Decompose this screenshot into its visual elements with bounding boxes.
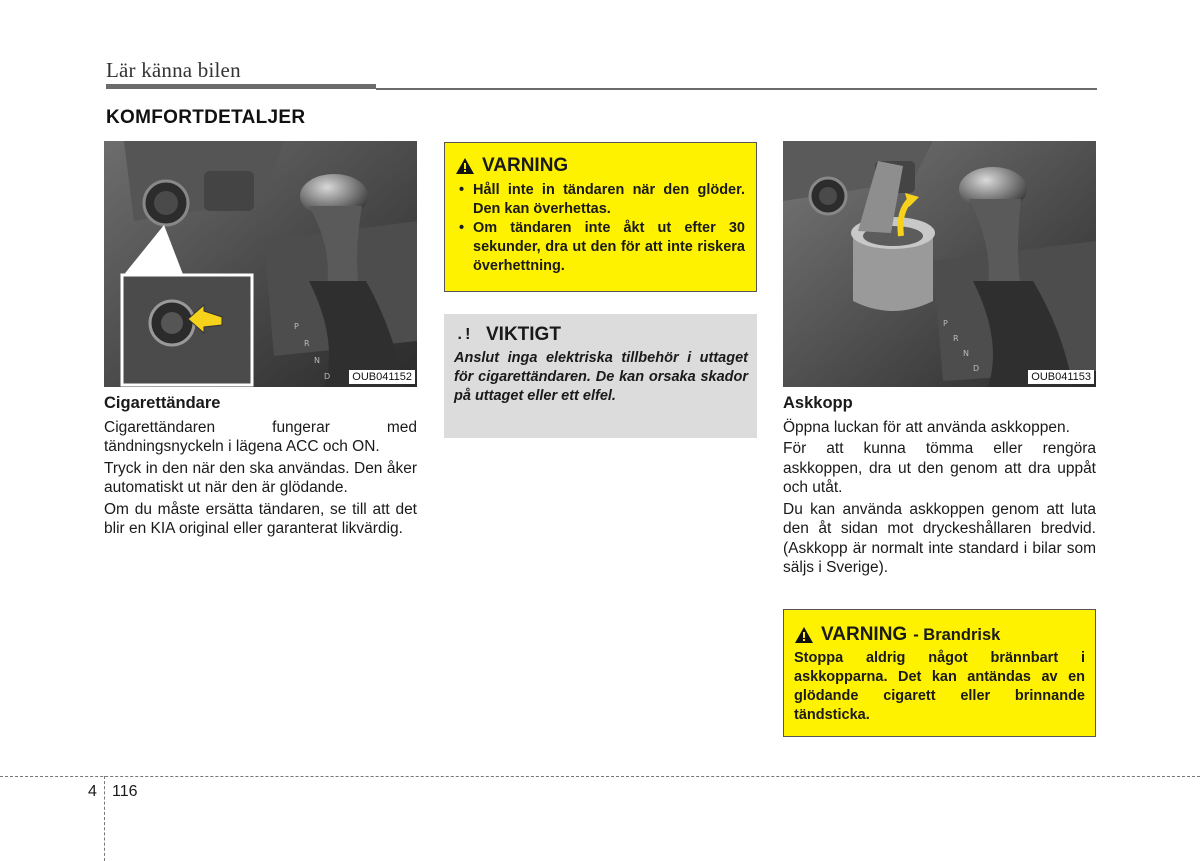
page-chapter-number: 4	[88, 783, 97, 800]
page-number: 116	[112, 783, 138, 800]
paragraph: Cigarettändaren fungerar med tändningsnyckeln i lägena ACC och ON.	[104, 418, 417, 455]
svg-text:P: P	[294, 322, 299, 331]
section-title: Lär känna bilen	[106, 58, 241, 82]
svg-text:R: R	[953, 334, 959, 343]
svg-text:N: N	[314, 356, 320, 365]
notice-box	[444, 314, 757, 438]
ashtray-heading: Askkopp	[783, 394, 853, 412]
cigarette-lighter-section	[104, 394, 417, 541]
warning-box-lighter	[444, 142, 757, 292]
paragraph: För att kunna tömma eller rengöra askkoppen, dra ut den genom att dra uppåt och utåt.	[783, 440, 1096, 496]
svg-text:D: D	[973, 364, 980, 373]
paragraph: Tryck in den när den ska användas. Den åker automatiskt ut när den är glödande.	[104, 459, 417, 496]
warning-title: VARNING	[821, 624, 908, 645]
footer-divider	[0, 776, 1200, 777]
svg-text:R: R	[304, 339, 310, 348]
warning-list	[455, 181, 745, 276]
cigarette-lighter-photo	[104, 141, 417, 387]
warning-item: • Håll inte in tändaren när den glöder. Den kan överhettas.	[455, 181, 745, 219]
paragraph: Du kan använda askkoppen genom att luta den åt sidan mot dryckeshållaren bredvid. (Askkopp är normalt inte standard i bilar som säljs i Sverige).	[783, 500, 1096, 576]
svg-text:P: P	[943, 319, 948, 328]
section-rule-thick	[106, 84, 376, 89]
warning-triangle-icon	[455, 157, 475, 175]
warning-box-fire	[783, 609, 1096, 737]
warning-text: Stoppa aldrig något brännbart i askkopparna. Det kan antändas av en glödande cigarett eller brinnande tändsticka.	[794, 650, 1085, 723]
warning-triangle-icon	[794, 626, 814, 644]
photo-code: OUB041153	[1028, 370, 1094, 384]
cigarette-lighter-heading: Cigarettändare	[104, 394, 221, 412]
chapter-heading: KOMFORTDETALJER	[106, 107, 306, 128]
svg-text:N: N	[963, 349, 969, 358]
paragraph: Om du måste ersätta tändaren, se till att det blir en KIA original eller garanterat likvärdig.	[104, 500, 417, 537]
warning-subtitle: - Brandrisk	[913, 625, 1001, 644]
ashtray-section	[783, 394, 1096, 580]
ashtray-photo	[783, 141, 1096, 387]
section-rule-thin	[376, 88, 1097, 90]
notice-exclamation-icon: . !	[457, 326, 471, 343]
svg-text:D: D	[324, 372, 331, 381]
notice-title: VIKTIGT	[486, 324, 561, 345]
paragraph: Öppna luckan för att använda askkoppen.	[783, 418, 1070, 436]
warning-item: • Om tändaren inte åkt ut efter 30 sekunder, dra ut den för att inte riskera överhettning.	[455, 219, 745, 276]
footer-vertical-divider	[104, 776, 105, 861]
warning-title: VARNING	[482, 155, 569, 176]
photo-code: OUB041152	[349, 370, 415, 384]
notice-text: Anslut inga elektriska tillbehör i uttaget för cigarettändaren. De kan orsaka skador på uttaget eller ett elfel.	[454, 350, 748, 404]
